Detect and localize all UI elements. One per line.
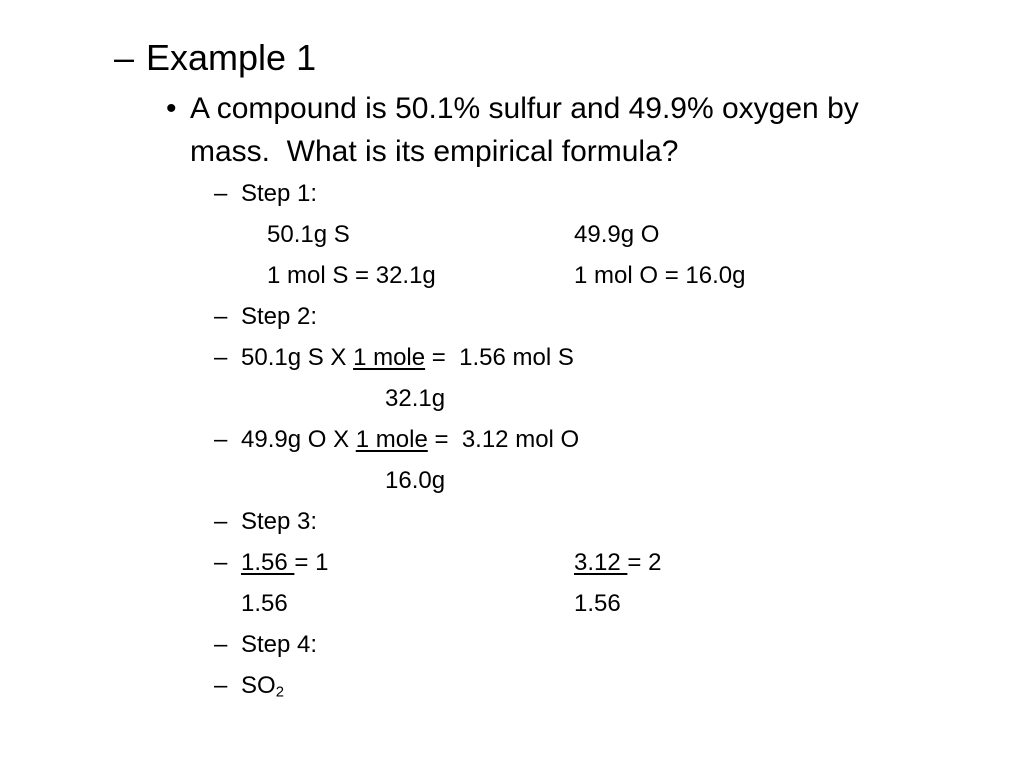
step3-label: Step 3: <box>241 508 318 535</box>
oxygen-ratio <box>574 551 661 575</box>
formula-subscript: 2 <box>275 684 284 701</box>
step1-label: Step 1: <box>241 180 318 207</box>
step4-label: Step 4: <box>241 631 318 658</box>
step2-dash: – <box>214 303 228 330</box>
oxygen-ratio-result: = 2 <box>627 549 662 576</box>
oxygen-ratio-numerator: 3.12 <box>574 549 628 576</box>
question-line-2: mass. What is its empirical formula? <box>190 135 679 168</box>
sulfur-calc-prefix: 50.1g S X <box>241 344 354 371</box>
heading-title: Example 1 <box>146 37 317 78</box>
oxygen-mass: 49.9g O <box>574 221 660 248</box>
formula-dash: – <box>214 672 228 699</box>
sulfur-calc-denominator: 32.1g <box>385 385 446 412</box>
oxygen-ratio-denominator: 1.56 <box>574 590 621 617</box>
sulfur-ratio <box>241 551 328 575</box>
step4-dash: – <box>214 631 228 658</box>
sulfur-ratio-denominator: 1.56 <box>241 590 288 617</box>
question-bullet: • <box>166 92 177 125</box>
heading-dash: – <box>114 37 135 78</box>
sulfur-molar-mass: 1 mol S = 32.1g <box>267 262 436 289</box>
oxygen-calc-result: = 3.12 mol O <box>427 426 580 453</box>
sulfur-calc-result: = 1.56 mol S <box>425 344 574 371</box>
question-line-1: A compound is 50.1% sulfur and 49.9% oxygen by <box>190 92 859 125</box>
sulfur-ratio-numerator: 1.56 <box>241 549 295 576</box>
formula-main: SO <box>241 672 276 699</box>
sulfur-calc-unit: 1 mole <box>353 344 426 371</box>
sulfur-ratio-result: = 1 <box>294 549 329 576</box>
step3-dash: – <box>214 508 228 535</box>
oxygen-calc-prefix: 49.9g O X <box>241 426 356 453</box>
empirical-formula <box>241 672 284 701</box>
oxygen-calc-denominator: 16.0g <box>385 467 446 494</box>
oxygen-calc-dash: – <box>214 426 228 453</box>
oxygen-calc-unit: 1 mole <box>355 426 428 453</box>
ratio-dash: – <box>214 549 228 576</box>
oxygen-molar-mass: 1 mol O = 16.0g <box>574 262 746 289</box>
sulfur-calc-dash: – <box>214 344 228 371</box>
sulfur-mass: 50.1g S <box>267 221 350 248</box>
step1-dash: – <box>214 180 228 207</box>
sulfur-calc-line <box>241 346 574 370</box>
step2-label: Step 2: <box>241 303 318 330</box>
oxygen-calc-line <box>241 428 579 452</box>
